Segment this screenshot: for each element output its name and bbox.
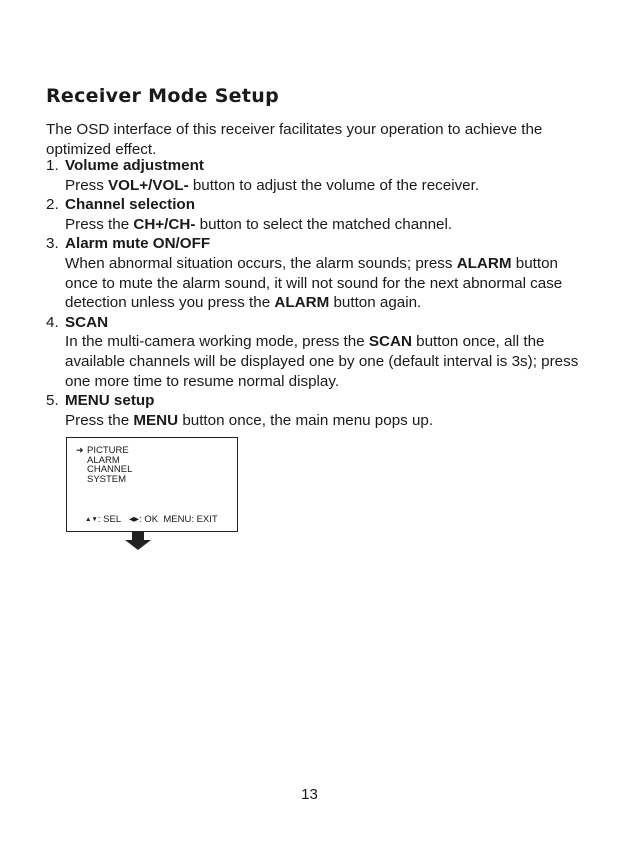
help-exit: MENU: EXIT — [163, 514, 218, 525]
arrow-right-icon: ➜ — [76, 445, 84, 455]
page-number: 13 — [301, 786, 318, 803]
item-number: 3. — [46, 235, 59, 253]
body-text: Press — [65, 176, 109, 194]
item-number: 5. — [46, 392, 59, 410]
item-heading: MENU setup — [65, 392, 155, 410]
help-ok: : OK — [139, 514, 159, 525]
list-item — [46, 391, 586, 430]
osd-menu-screen — [66, 437, 238, 532]
body-text: When abnormal situation occurs, the alarm sounds; press — [65, 254, 457, 272]
osd-menu-label: PICTURE — [87, 445, 129, 456]
item-heading: SCAN — [65, 313, 109, 331]
body-text: button once to mute the alarm sound, it will not sound for the next abnormal case detection unless you press the — [65, 254, 563, 312]
body-text: In the multi-camera working mode, press the — [65, 333, 369, 351]
left-right-triangles-icon: ◀▶ — [129, 516, 140, 523]
body-text: Press the — [65, 411, 134, 429]
body-text: button to adjust the volume of the receiver. — [188, 176, 480, 194]
item-body — [65, 411, 586, 431]
list-item — [46, 313, 586, 391]
osd-menu-label: SYSTEM — [87, 473, 127, 485]
instruction-list — [46, 156, 586, 430]
item-number: 4. — [46, 313, 59, 331]
key-name: ALARM — [274, 294, 330, 312]
item-body — [65, 176, 586, 196]
item-number: 2. — [46, 196, 59, 214]
body-text: button again. — [329, 294, 422, 312]
item-body — [65, 332, 586, 391]
body-text: button once, all the available channels will be displayed one by one (default interval is 3s); press one more time to resume normal display. — [65, 333, 579, 390]
key-name: SCAN — [368, 333, 412, 351]
osd-menu-label: ALARM — [87, 454, 120, 466]
item-number: 1. — [46, 157, 59, 174]
list-item — [46, 234, 586, 312]
body-text: Press the — [65, 215, 134, 233]
key-name: ALARM — [456, 254, 512, 272]
key-name: CH+/CH- — [133, 215, 196, 233]
osd-help-bar — [85, 515, 218, 525]
up-down-triangles-icon: ▲▼ — [85, 516, 98, 523]
item-heading: Volume adjustment — [65, 157, 204, 174]
key-name: MENU — [133, 411, 179, 429]
osd-menu-label: CHANNEL — [87, 464, 133, 476]
body-text: button to select the matched channel. — [195, 215, 453, 233]
key-name: VOL+/VOL- — [108, 176, 189, 194]
list-item — [46, 195, 586, 234]
page-title: Receiver Mode Setup — [46, 85, 279, 107]
item-heading: Channel selection — [65, 196, 195, 214]
item-body — [65, 254, 586, 313]
down-arrow-icon — [125, 532, 151, 550]
item-heading: Alarm mute ON/OFF — [65, 235, 211, 253]
osd-menu-item-system — [76, 475, 132, 485]
list-item — [46, 156, 586, 195]
help-select: : SEL — [97, 514, 122, 525]
item-body — [65, 215, 586, 235]
osd-main-menu — [76, 446, 132, 484]
intro-paragraph: The OSD interface of this receiver facilitates your operation to achieve the optimized effect. — [46, 121, 543, 158]
body-text: button once, the main menu pops up. — [178, 411, 434, 429]
